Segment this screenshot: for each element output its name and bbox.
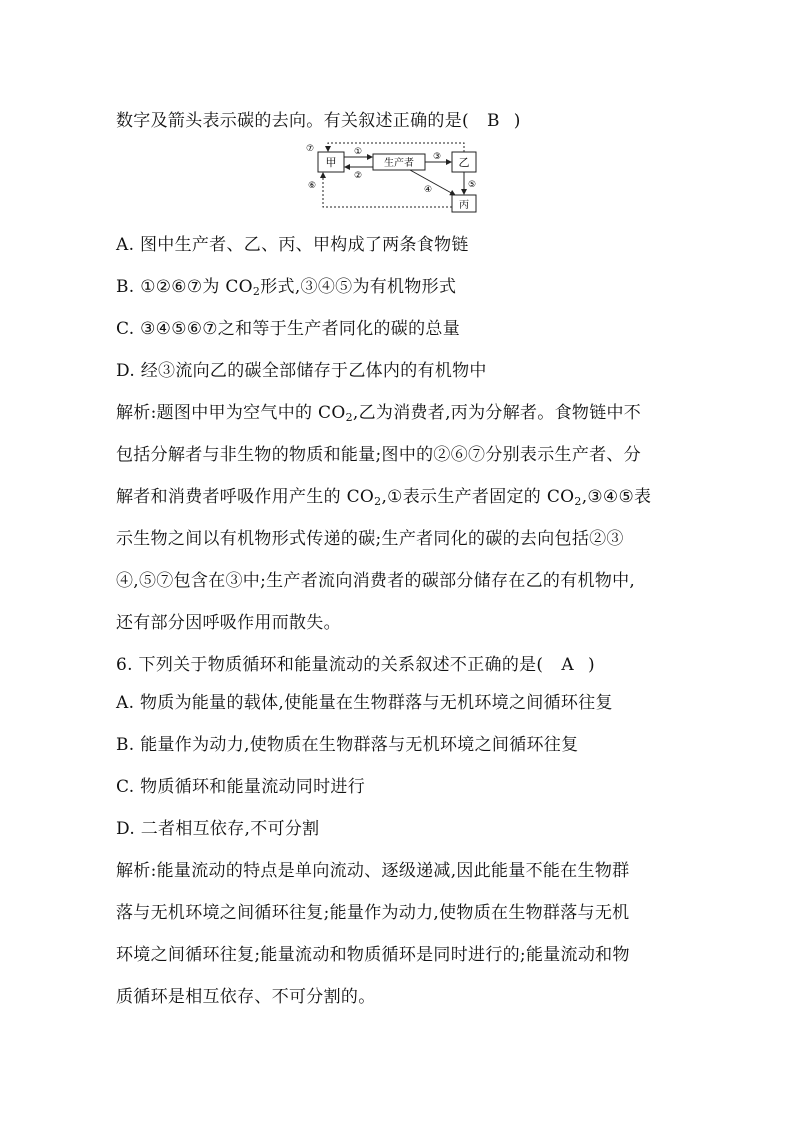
label-7: ⑦ [305,144,315,154]
question-5-stem-text: 数字及箭头表示碳的去向。有关叙述正确的是( [116,111,469,131]
question-6-answer: A [561,655,574,675]
q5-analysis-line-1 [116,398,641,423]
q6-analysis-line-3: 环境之间循环往复;能量流动和物质循环是同时进行的;能量流动和物 [116,945,630,965]
carbon-cycle-diagram [300,140,490,218]
q5-analysis-line-2: 包括分解者与非生物的物质和能量;图中的②⑥⑦分别表示生产者、分 [116,445,642,465]
label-5: ⑤ [467,180,477,190]
q5-option-a: A. 图中生产者、乙、丙、甲构成了两条食物链 [116,235,469,255]
q5-analysis-l3-pre: 解者和消费者呼吸作用产生的 CO [116,487,375,507]
question-6-stem-text: 6. 下列关于物质循环和能量流动的关系叙述不正确的是( [116,655,544,675]
q6-option-a: A. 物质为能量的载体,使能量在生物群落与无机环境之间循环往复 [116,693,613,713]
q5-option-b [116,272,456,297]
label-2: ② [353,171,363,181]
q5-analysis-l1-sub: 2 [345,411,353,424]
q5-analysis-l1-post: ,乙为消费者,丙为分解者。食物链中不 [352,403,642,423]
question-6-stem [116,650,595,675]
q5-analysis-l3-mid: ,①表示生产者固定的 CO [381,487,575,507]
q5-analysis-line-5: ④,⑤⑦包含在③中;生产者流向消费者的碳部分储存在乙的有机物中, [116,571,636,591]
node-yi: 乙 [458,156,470,169]
arrow-4 [410,170,455,195]
q5-option-b-pre: B. ①②⑥⑦为 CO [116,277,253,297]
question-6-close-paren: ) [587,655,595,675]
q5-analysis-l3-post: ,③④⑤表 [581,487,652,507]
q5-analysis-line-6: 还有部分因呼吸作用而散失。 [116,613,341,633]
question-5-answer: B [486,111,500,131]
label-3: ③ [432,152,442,162]
q5-option-b-post: 形式,③④⑤为有机物形式 [260,277,457,297]
q6-option-b: B. 能量作为动力,使物质在生物群落与无机环境之间循环往复 [116,735,579,755]
q5-option-b-sub: 2 [252,285,261,298]
node-jia: 甲 [325,156,337,169]
q5-option-c: C. ③④⑤⑥⑦之和等于生产者同化的碳的总量 [116,319,461,339]
q6-option-c: C. 物质循环和能量流动同时进行 [116,777,366,797]
q5-option-d: D. 经③流向乙的碳全部储存于乙体内的有机物中 [116,361,487,381]
node-producer: 生产者 [384,158,414,169]
arrow-6 [323,173,452,207]
q6-analysis-line-2: 落与无机环境之间循环往复;能量作为动力,使物质在生物群落与无机 [116,903,630,923]
arrow-7 [328,143,464,152]
q5-analysis-line-4: 示生物之间以有机物形式传递的碳;生产者同化的碳的去向包括②③ [116,529,624,549]
question-5-stem [116,106,521,131]
label-6: ⑥ [307,181,317,191]
q5-analysis-line-3 [116,482,651,507]
question-5-close-paren: ) [513,111,521,131]
q5-analysis-l1-pre: 解析:题图中甲为空气中的 CO [116,403,346,423]
q6-option-d: D. 二者相互依存,不可分割 [116,819,320,839]
q6-analysis-line-1: 解析:能量流动的特点是单向流动、逐级递减,因此能量不能在生物群 [116,861,630,881]
label-1: ① [353,147,363,157]
node-bing: 丙 [459,200,469,211]
label-4: ④ [423,185,433,195]
q5-analysis-l3-sub: 2 [374,495,382,508]
q6-analysis-line-4: 质循环是相互依存、不可分割的。 [116,987,376,1007]
q5-analysis-l3-sub2: 2 [574,495,582,508]
